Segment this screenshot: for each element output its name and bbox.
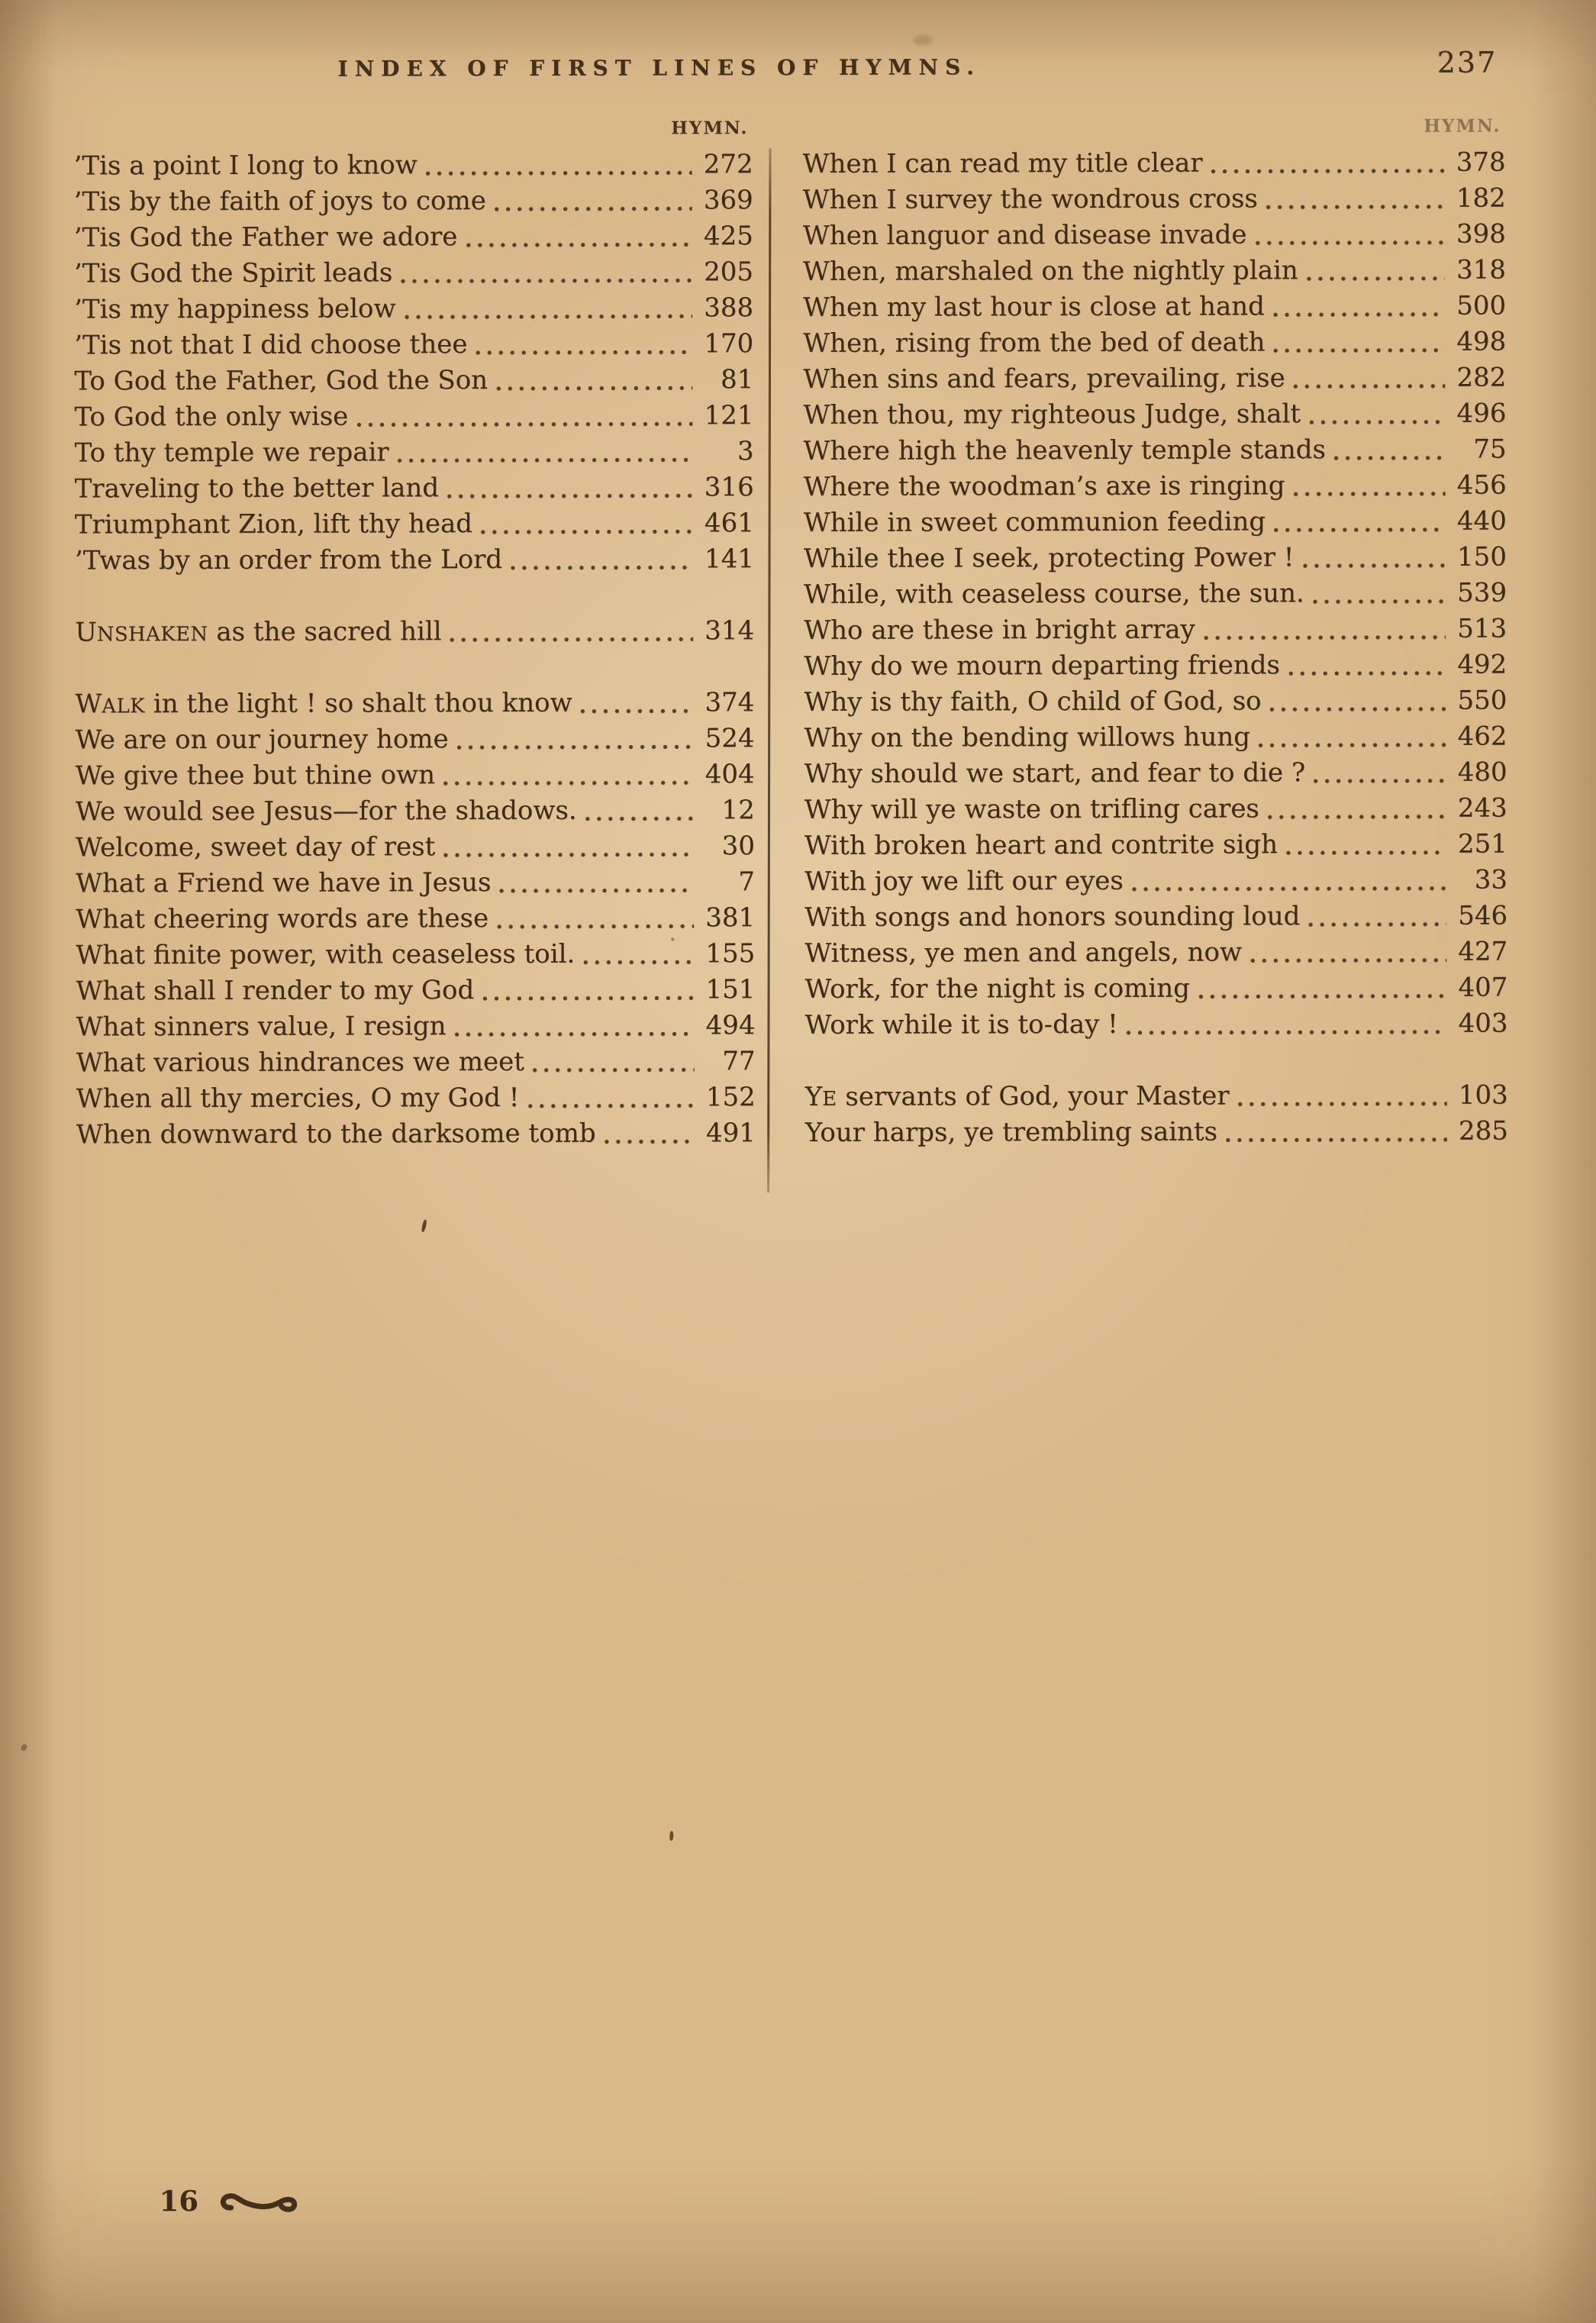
hymn-number: 369 [703,185,753,216]
hymn-first-line: UNSHAKEN as the sacred hill [75,616,442,648]
dot-leader [1203,634,1446,642]
hymn-number: 480 [1457,757,1507,788]
hymn-number: 150 [1456,541,1507,573]
hymn-number: 381 [705,902,756,934]
dot-leader [480,528,693,536]
dot-leader [456,743,694,751]
signature-number: 16 [159,2184,199,2218]
dot-leader [1267,813,1446,821]
index-entry [76,1115,756,1153]
hymn-first-line: Why will ye waste on trifling cares [804,793,1259,825]
hymn-number: 440 [1456,505,1507,537]
dot-leader [496,922,694,931]
hymn-number: 378 [1456,147,1506,178]
hymn-number: 141 [704,544,754,575]
dot-leader [498,886,694,895]
hymn-number: 205 [703,256,754,288]
dot-leader [1269,705,1446,714]
hymn-first-line: To God the only wise [74,401,349,433]
hymn-first-line: Work, for the night is coming [804,973,1190,1005]
hymn-number: 318 [1456,254,1506,286]
dot-leader [532,1066,695,1074]
index-entry [803,253,1506,290]
dot-leader [400,276,692,285]
paper-smudge [913,35,933,46]
index-entry [76,792,755,830]
hymn-number: 491 [705,1118,756,1149]
index-entry [804,755,1507,792]
hymn-number: 152 [705,1082,756,1113]
hymn-first-line: When downward to the darksome tomb [76,1118,596,1150]
index-entry [74,218,753,256]
hymn-first-line: We would see Jesus—for the shadows. [75,795,577,828]
entry-group [75,613,754,650]
entry-group [805,1078,1508,1151]
hymn-number: 272 [703,149,753,180]
index-entry [805,1078,1508,1115]
dot-leader [1293,382,1446,391]
hymn-first-line: With songs and honors sounding loud [804,901,1301,933]
hymn-number: 3 [737,436,754,467]
entry-group [803,145,1508,1044]
page-title: INDEX OF FIRST LINES OF HYMNS. [337,54,982,82]
hymn-number: 7 [738,866,756,898]
dot-leader [1211,167,1445,176]
hymn-first-line: When I can read my title clear [802,147,1203,179]
entry-group [75,685,756,1153]
hymn-number: 407 [1458,972,1508,1003]
index-entry [76,900,755,937]
dot-leader [465,240,692,249]
dot-leader [494,205,692,213]
hymn-first-line: Why is thy faith, O child of God, so [804,686,1262,718]
hymn-number: 182 [1456,182,1506,214]
hymn-number: 427 [1458,936,1508,967]
hymn-number: 462 [1457,721,1507,752]
index-entry [804,504,1507,541]
dot-leader [1254,239,1444,247]
index-column-right [802,111,1508,1187]
dot-leader [585,815,694,822]
hymn-number: 546 [1458,900,1508,931]
index-entry [805,1114,1508,1151]
index-entry [76,1079,756,1117]
index-entry [75,613,754,650]
dot-leader [495,384,692,392]
dot-leader [582,958,694,966]
hymn-number: 282 [1456,362,1507,393]
column-header-hymn-left: HYMN. [671,118,749,139]
hymn-first-line: What various hindrances we meet [76,1046,524,1079]
hymn-number: 500 [1456,290,1507,321]
hymn-first-line: ’Tis God the Spirit leads [73,257,393,289]
dot-leader [1258,741,1446,750]
column-header-hymn-right: HYMN. [1424,115,1501,137]
index-entry [804,970,1507,1008]
index-entry [803,145,1506,182]
dot-leader [1266,203,1445,211]
index-entry [75,721,754,758]
dot-leader [1301,562,1446,569]
hymn-first-line: When, rising from the bed of death [803,327,1266,359]
hymn-number: 404 [704,759,755,790]
hymn-number: 398 [1456,218,1506,250]
hymn-number: 170 [704,328,754,360]
dot-leader [425,169,692,177]
ink-speck [20,1743,28,1751]
hymn-first-line: While thee I seek, protecting Power ! [803,542,1295,574]
hymn-first-line: Where the woodman’s axe is ringing [803,470,1285,502]
dot-leader [1273,526,1446,534]
dot-leader [580,707,694,715]
hymn-first-line: While in sweet communion feeding [803,506,1266,538]
hymn-number: 75 [1473,434,1507,465]
hymn-first-line: When sins and fears, prevailing, rise [803,363,1285,395]
hymn-number: 492 [1457,649,1507,680]
index-entry [804,899,1507,936]
index-entry [74,326,753,363]
hymn-first-line: WALK in the light ! so shalt thou know [75,687,572,720]
hymn-first-line: What cheering words are these [76,903,489,935]
dot-leader [1126,1028,1447,1037]
dot-leader [404,312,693,321]
index-entry [804,683,1507,721]
hymn-number: 151 [705,974,756,1005]
hymn-first-line: To thy temple we repair [74,437,389,469]
index-entry [74,254,753,292]
index-columns [73,111,1516,1245]
signature-line [159,2182,302,2220]
ink-speck [671,937,674,940]
hymn-number: 81 [721,364,754,395]
hymn-number: 243 [1457,792,1507,824]
index-entry [76,936,755,973]
dot-leader [604,1137,695,1145]
index-entry [74,147,753,184]
hymn-first-line: When my last hour is close at hand [803,291,1265,323]
hymn-number: 388 [704,292,754,324]
hymn-first-line: Where high the heavenly temple stands [803,434,1326,466]
index-entry [803,360,1506,398]
dot-leader [356,420,692,428]
hymn-number: 539 [1457,577,1507,608]
index-entry [76,1044,756,1081]
hymn-first-line: What a Friend we have in Jesus [75,867,492,899]
dot-leader [1292,490,1445,498]
hymn-first-line: Welcome, sweet day of rest [75,831,436,863]
index-entry [75,434,754,471]
column-entries-right [803,145,1508,1151]
dot-leader [1249,957,1446,965]
hymn-number: 425 [703,221,753,252]
index-entry [804,1006,1507,1044]
hymn-first-line: ’Tis not that I did choose thee [74,329,468,361]
dot-leader [1306,275,1445,282]
dot-leader [443,779,694,787]
index-entry [804,432,1507,469]
hymn-number: 155 [705,938,756,970]
dot-leader [1312,598,1446,605]
index-entry [804,647,1507,685]
hymn-number: 374 [704,687,755,718]
hymn-first-line: With joy we lift our eyes [804,865,1124,897]
hymn-first-line: What finite power, with ceaseless toil. [76,938,576,971]
hymn-first-line: What sinners value, I resign [76,1011,447,1043]
hymn-first-line: Why on the bending willows hung [804,721,1251,753]
swash-ornament-icon [217,2186,302,2220]
index-entry [74,398,753,435]
dot-leader [1288,669,1446,678]
dot-leader [475,348,692,357]
dot-leader [1225,1136,1447,1144]
hymn-number: 77 [722,1046,756,1077]
index-entry [76,757,755,794]
index-entry [804,611,1507,649]
dot-leader [482,994,694,1002]
column-entries-left [74,147,756,1153]
hymn-number: 496 [1456,398,1507,429]
index-entry [74,182,753,220]
dot-leader [1131,885,1446,893]
hymn-first-line: Why should we start, and fear to die ? [804,757,1306,789]
hymn-first-line: ’Tis by the faith of joys to come [73,186,486,218]
hymn-first-line: Witness, ye men and angels, now [804,937,1243,969]
index-entry [75,685,754,722]
dot-leader [1272,311,1445,319]
hymn-number: 33 [1474,864,1508,895]
dot-leader [527,1102,694,1110]
dot-leader [1307,921,1446,928]
index-entry [75,541,754,579]
dot-leader [450,635,694,644]
dot-leader [443,850,694,859]
dot-leader [1313,777,1446,785]
hymn-number: 316 [704,472,754,503]
hymn-first-line: When languor and disease invade [802,219,1247,251]
hymn-first-line: Triumphant Zion, lift thy head [74,508,473,540]
hymn-first-line: When thou, my righteous Judge, shalt [803,398,1301,431]
hymn-number: 12 [721,795,755,826]
hymn-number: 285 [1458,1115,1508,1147]
index-entry [804,540,1507,577]
index-entry [804,791,1507,828]
dot-leader [1237,1100,1447,1108]
hymn-number: 30 [721,831,755,862]
hymn-first-line: ’Tis God the Father we adore [73,221,458,253]
hymn-number: 121 [704,400,754,431]
dot-leader [1308,418,1445,426]
hymn-first-line: We are on our journey home [75,724,449,756]
dot-leader [510,563,693,572]
index-entry [76,1008,755,1045]
index-entry [76,972,755,1009]
hymn-number: 456 [1456,469,1507,501]
dot-leader [1285,849,1446,857]
hymn-first-line: Traveling to the better land [74,473,440,505]
hymn-first-line: When, marshaled on the nightly plain [802,255,1298,287]
index-entry [804,827,1507,864]
dot-leader [1272,347,1445,355]
hymn-number: 403 [1458,1008,1508,1039]
dot-leader [447,492,693,500]
index-entry [804,863,1507,900]
index-entry [74,290,753,327]
index-column-left [73,113,756,1189]
column-divider-rule [767,148,771,1192]
hymn-number: 498 [1456,326,1507,357]
dot-leader [1198,992,1447,1001]
hymn-number: 513 [1457,613,1507,644]
index-entry [804,468,1507,505]
index-entry [803,324,1506,362]
index-entry [803,217,1506,254]
hymn-number: 550 [1457,685,1507,716]
hymn-first-line: Who are these in bright array [804,614,1195,646]
hymn-first-line: ’Tis my happiness below [74,293,396,325]
hymn-first-line: While, with ceaseless course, the sun. [804,578,1304,610]
hymn-first-line: ’Tis a point I long to know [73,150,418,182]
hymn-number: 461 [704,508,754,539]
hymn-first-line: ’Twas by an order from the Lord [74,544,503,576]
hymn-first-line: With broken heart and contrite sigh [804,829,1278,861]
hymn-first-line: To God the Father, God the Son [74,365,488,397]
index-entry [803,396,1506,434]
index-entry [75,505,754,543]
hymn-number: 103 [1458,1079,1508,1111]
hymn-number: 251 [1457,828,1507,860]
index-entry [803,289,1506,326]
index-entry [803,181,1506,218]
index-entry [74,362,753,399]
dot-leader [453,1030,694,1038]
index-entry [76,828,755,866]
hymn-first-line: When I survey the wondrous cross [802,183,1258,215]
dot-leader [1333,454,1446,462]
hymn-first-line: Why do we mourn departing friends [804,650,1280,682]
hymn-number: 524 [704,723,755,754]
index-entry [75,469,754,507]
hymn-first-line: When all thy mercies, O my God ! [76,1082,520,1115]
hymn-first-line: YE servants of God, your Master [804,1080,1230,1112]
entry-group [74,147,754,579]
hymn-first-line: We give thee but thine own [75,760,436,792]
index-entry [804,719,1507,757]
hymn-first-line: Work while it is to-day ! [804,1008,1118,1041]
index-entry [804,576,1507,613]
dot-leader [397,456,693,464]
ink-speck [669,1831,674,1841]
index-entry [804,934,1507,972]
hymn-number: 494 [705,1010,756,1041]
page-number: 237 [1436,45,1498,79]
hymn-first-line: Your harps, ye trembling saints [804,1116,1218,1148]
hymn-first-line: What shall I render to my God [76,975,475,1007]
hymn-number: 314 [704,615,755,647]
index-entry [76,864,755,902]
